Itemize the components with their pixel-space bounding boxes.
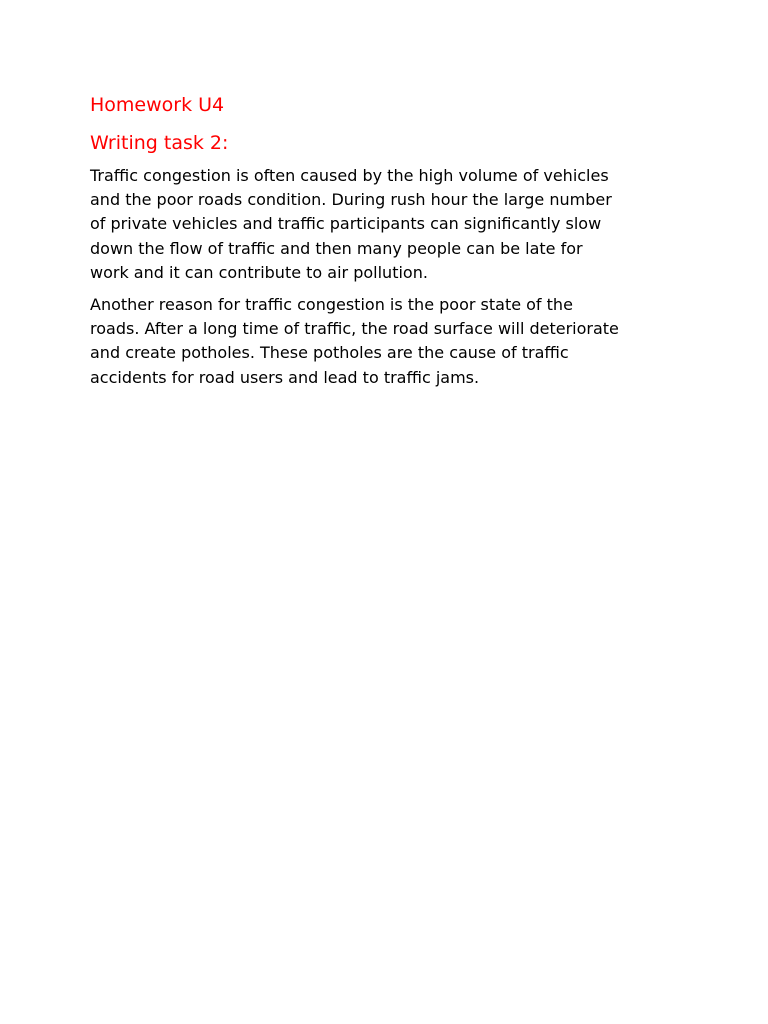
document-title: Homework U4: [90, 94, 225, 116]
document-subtitle: Writing task 2:: [90, 132, 229, 154]
document-content: [90, 90, 690, 398]
paragraph-1: Traffic congestion is often caused by the high volume of vehicles and the poor roads condition. During rush hour the large number of private vehicles and traffic participants can significantly slow down the flow of traffic and then many people can be late for work and it can contribute to air pollution.: [90, 166, 612, 282]
paragraph-2: Another reason for traffic congestion is the poor state of the roads. After a long time of traffic, the road surface will deteriorate and create potholes. These potholes are the cause of traffic accidents for road users and lead to traffic jams.: [90, 295, 619, 387]
